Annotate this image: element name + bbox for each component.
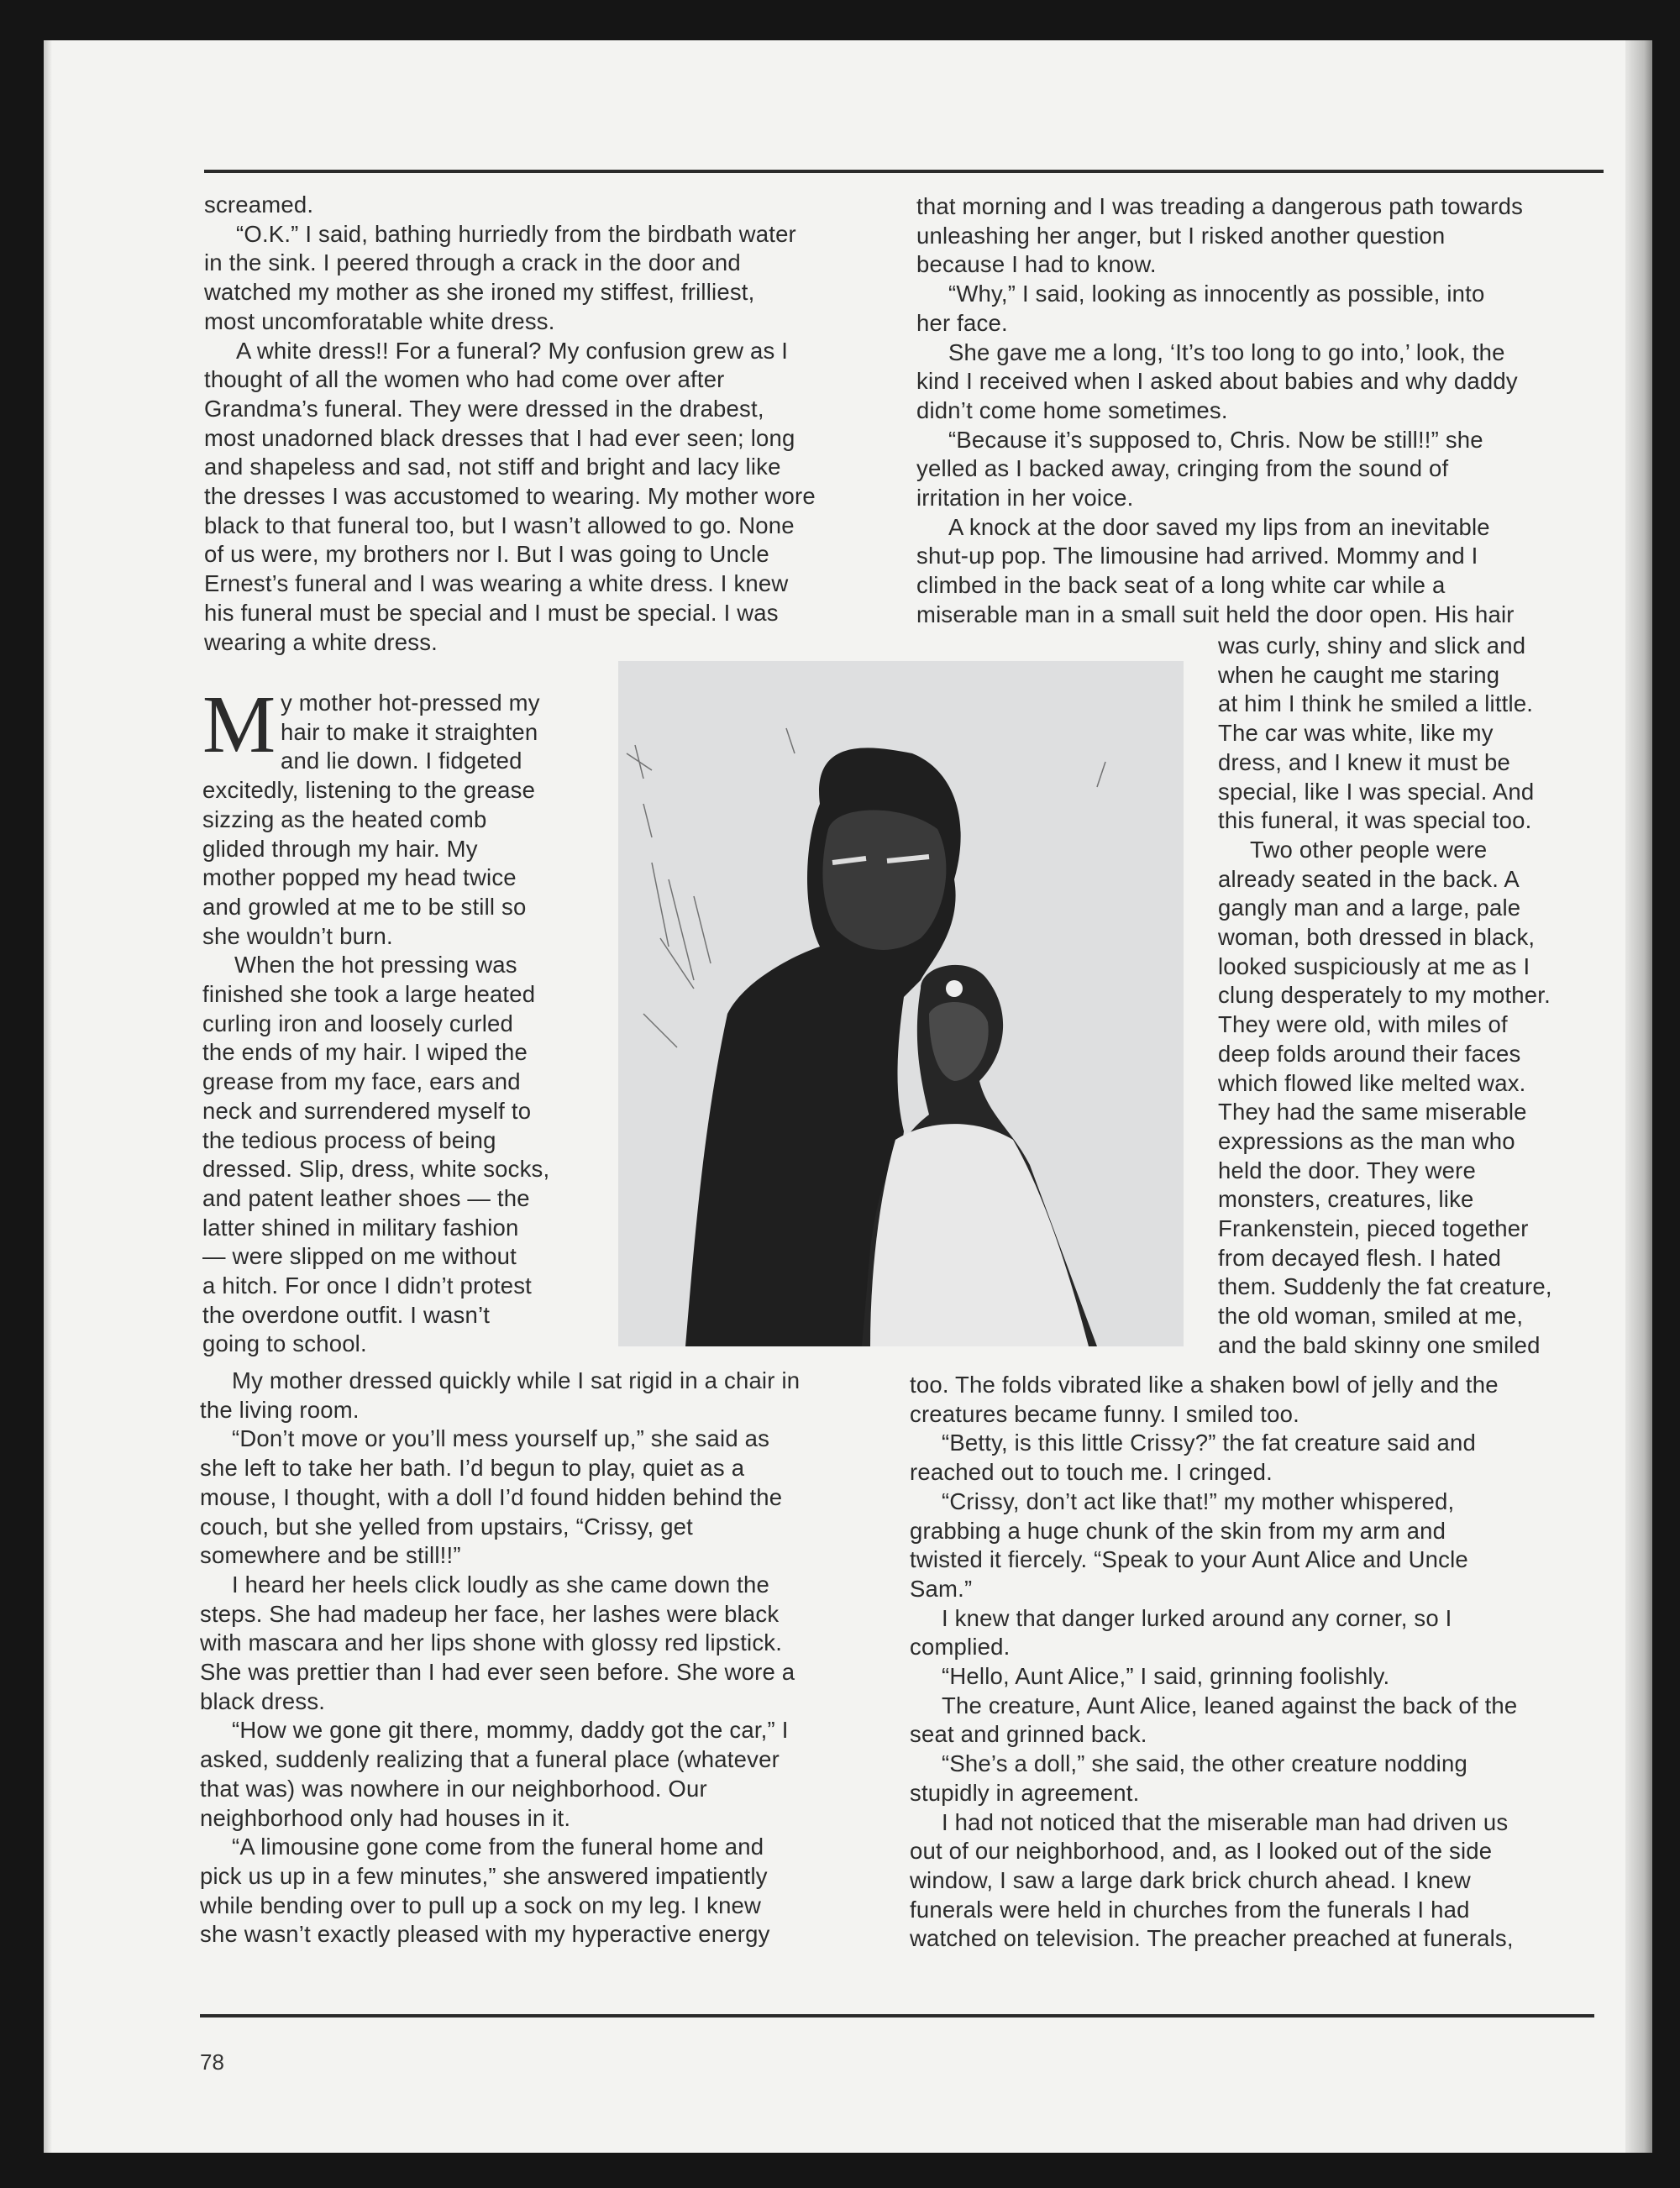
text-line-left-bottom: steps. She had madeup her face, her lashes were black [200, 1600, 780, 1627]
text-line-right-middle: gangly man and a large, pale [1218, 895, 1521, 921]
text-line-right-bottom: “She’s a doll,” she said, the other creature nodding [942, 1750, 1467, 1777]
text-line-right-bottom: creatures became funny. I smiled too. [910, 1400, 1299, 1427]
text-line-right-bottom: twisted it fiercely. “Speak to your Aunt Alice and Uncle [910, 1546, 1468, 1573]
text-line-left-top: A white dress!! For a funeral? My confusion grew as I [236, 337, 789, 364]
text-line-left-top: “O.K.” I said, bathing hurriedly from the birdbath water [236, 220, 796, 247]
text-line-right-bottom: I knew that danger lurked around any corner, so I [942, 1604, 1452, 1631]
text-line-left-bottom: asked, suddenly realizing that a funeral place (whatever [200, 1746, 780, 1773]
text-line-left-middle: y mother hot-pressed my [281, 690, 540, 716]
text-line-left-middle: and growled at me to be still so [202, 893, 527, 920]
text-line-right-middle: this funeral, it was special too. [1218, 807, 1532, 834]
text-line-right-top: irritation in her voice. [916, 485, 1134, 511]
text-line-left-middle: hair to make it straighten [281, 718, 538, 745]
drop-cap: M [202, 679, 276, 770]
text-line-right-top: her face. [916, 309, 1008, 336]
text-line-right-bottom: “Betty, is this little Crissy?” the fat creature said and [942, 1430, 1476, 1456]
text-line-left-top: in the sink. I peered through a crack in the door and [204, 249, 741, 276]
text-line-left-middle: latter shined in military fashion [202, 1214, 519, 1241]
text-line-left-top: the dresses I was accustomed to wearing. My mother wore [204, 483, 816, 509]
text-line-left-bottom: she wasn’t exactly pleased with my hyperactive energy [200, 1921, 770, 1948]
text-line-right-middle: was curly, shiny and slick and [1218, 632, 1526, 658]
text-line-left-bottom: She was prettier than I had ever seen before. She wore a [200, 1659, 795, 1685]
text-line-left-middle: When the hot pressing was [234, 952, 517, 979]
text-line-right-bottom: complied. [910, 1634, 1011, 1661]
text-line-left-bottom: while bending over to pull up a sock on my leg. I knew [200, 1892, 762, 1918]
text-line-left-bottom: couch, but she yelled from upstairs, “Crissy, get [200, 1513, 694, 1540]
text-line-left-bottom: somewhere and be still!!” [200, 1542, 461, 1569]
text-line-left-top: watched my mother as she ironed my stiffest, frilliest, [204, 279, 755, 306]
illustration-woman-and-girl [618, 661, 1184, 1346]
text-line-right-top: yelled as I backed away, cringing from the sound of [916, 455, 1449, 482]
text-line-right-top: miserable man in a small suit held the door open. His hair [916, 601, 1515, 627]
text-line-right-middle: deep folds around their faces [1218, 1040, 1521, 1067]
text-line-left-top: Grandma’s funeral. They were dressed in the drabest, [204, 395, 764, 422]
bottom-rule [200, 2014, 1594, 2017]
text-line-right-middle: dress, and I knew it must be [1218, 748, 1510, 775]
text-line-right-bottom: “Hello, Aunt Alice,” I said, grinning foolishly. [942, 1663, 1390, 1689]
text-line-left-bottom: I heard her heels click loudly as she came down the [232, 1571, 769, 1598]
text-line-right-middle: from decayed flesh. I hated [1218, 1244, 1502, 1271]
text-line-left-middle: glided through my hair. My [202, 835, 478, 862]
text-line-right-bottom: I had not noticed that the miserable man had driven us [942, 1808, 1509, 1835]
text-line-left-middle: and lie down. I fidgeted [281, 748, 522, 774]
text-line-right-bottom: grabbing a huge chunk of the skin from my arm and [910, 1517, 1446, 1544]
text-line-right-bottom: seat and grinned back. [910, 1721, 1147, 1748]
text-line-right-middle: woman, both dressed in black, [1218, 924, 1536, 950]
text-line-left-bottom: “A limousine gone come from the funeral home and [232, 1834, 764, 1860]
text-line-left-bottom: with mascara and her lips shone with glossy red lipstick. [200, 1629, 783, 1656]
text-line-right-middle: Frankenstein, pieced together [1218, 1215, 1529, 1241]
text-line-right-bottom: watched on television. The preacher preached at funerals, [910, 1925, 1514, 1952]
text-line-right-bottom: The creature, Aunt Alice, leaned against the back of the [942, 1692, 1518, 1718]
text-line-right-middle: when he caught me staring [1218, 661, 1500, 688]
text-line-left-middle: grease from my face, ears and [202, 1068, 521, 1095]
text-line-left-middle: sizzing as the heated comb [202, 805, 487, 832]
text-line-right-middle: They had the same miserable [1218, 1099, 1527, 1125]
text-line-left-bottom: black dress. [200, 1687, 326, 1714]
text-line-left-middle: mother popped my head twice [202, 864, 517, 891]
text-line-left-middle: curling iron and loosely curled [202, 1010, 514, 1036]
text-line-right-bottom: “Crissy, don’t act like that!” my mother whispered, [942, 1488, 1455, 1514]
text-line-right-top: She gave me a long, ‘It’s too long to go into,’ look, the [948, 338, 1505, 365]
text-line-left-bottom: mouse, I thought, with a doll I’d found hidden behind the [200, 1483, 783, 1510]
text-line-left-bottom: pick us up in a few minutes,” she answered impatiently [200, 1862, 768, 1889]
text-line-left-middle: finished she took a large heated [202, 981, 536, 1007]
text-line-right-middle: clung desperately to my mother. [1218, 982, 1551, 1009]
text-line-right-middle: The car was white, like my [1218, 720, 1494, 747]
text-line-left-middle: excitedly, listening to the grease [202, 777, 536, 804]
text-line-left-middle: going to school. [202, 1330, 367, 1357]
text-line-right-bottom: funerals were held in churches from the funerals I had [910, 1896, 1470, 1923]
text-line-right-middle: at him I think he smiled a little. [1218, 690, 1534, 717]
text-line-left-top: his funeral must be special and I must be special. I was [204, 599, 779, 626]
page-left-edge [44, 40, 52, 2153]
text-line-right-bottom: Sam.” [910, 1575, 973, 1602]
text-line-left-bottom: she left to take her bath. I’d begun to play, quiet as a [200, 1455, 745, 1482]
text-line-left-bottom: that was) was nowhere in our neighborhood. Our [200, 1775, 707, 1802]
text-line-left-middle: she wouldn’t burn. [202, 922, 393, 949]
text-line-left-bottom: “How we gone git there, mommy, daddy got the car,” I [232, 1717, 789, 1744]
text-line-right-top: didn’t come home sometimes. [916, 396, 1228, 423]
text-line-right-top: unleashing her anger, but I risked another question [916, 222, 1446, 249]
text-line-right-top: kind I received when I asked about babies and why daddy [916, 368, 1518, 395]
text-line-right-bottom: too. The folds vibrated like a shaken bowl of jelly and the [910, 1372, 1499, 1398]
text-line-right-middle: expressions as the man who [1218, 1127, 1515, 1154]
text-line-right-bottom: out of our neighborhood, and, as I looked out of the side [910, 1838, 1493, 1865]
text-line-left-top: of us were, my brothers nor I. But I was going to Uncle [204, 541, 769, 568]
text-line-right-middle: and the bald skinny one smiled [1218, 1331, 1541, 1358]
top-rule [204, 170, 1604, 173]
text-line-left-bottom: the living room. [200, 1396, 360, 1423]
text-line-left-middle: — were slipped on me without [202, 1243, 517, 1270]
text-line-right-middle: special, like I was special. And [1218, 778, 1535, 805]
text-line-right-top: that morning and I was treading a dangerous path towards [916, 193, 1524, 219]
text-line-right-middle: which flowed like melted wax. [1218, 1069, 1526, 1096]
text-line-left-bottom: neighborhood only had houses in it. [200, 1804, 571, 1831]
text-line-left-top: thought of all the women who had come over after [204, 366, 725, 393]
text-line-left-top: wearing a white dress. [204, 628, 438, 655]
text-line-right-top: climbed in the back seat of a long white car while a [916, 572, 1446, 599]
text-line-left-middle: and patent leather shoes — the [202, 1184, 530, 1211]
text-line-left-middle: a hitch. For once I didn’t protest [202, 1272, 533, 1299]
text-line-left-middle: the overdone outfit. I wasn’t [202, 1301, 491, 1328]
text-line-left-top: most uncomforatable white dress. [204, 307, 555, 334]
text-line-right-middle: monsters, creatures, like [1218, 1186, 1474, 1213]
page-curl-shadow [1625, 40, 1652, 2153]
text-line-left-middle: neck and surrendered myself to [202, 1097, 532, 1124]
text-line-right-bottom: stupidly in agreement. [910, 1779, 1140, 1806]
text-line-left-middle: the tedious process of being [202, 1126, 496, 1153]
text-line-left-top: and shapeless and sad, not stiff and bright and lacy like [204, 454, 781, 480]
text-line-right-top: “Why,” I said, looking as innocently as possible, into [948, 281, 1485, 307]
text-line-right-top: shut-up pop. The limousine had arrived. Mommy and I [916, 543, 1478, 569]
text-line-left-bottom: My mother dressed quickly while I sat rigid in a chair in [232, 1367, 801, 1393]
text-line-left-middle: the ends of my hair. I wiped the [202, 1039, 528, 1066]
text-line-left-top: most unadorned black dresses that I had ever seen; long [204, 424, 795, 451]
text-line-left-top: Ernest’s funeral and I was wearing a white dress. I knew [204, 570, 789, 597]
text-line-right-top: “Because it’s supposed to, Chris. Now be still!!” she [948, 426, 1483, 453]
text-line-right-middle: looked suspiciously at me as I [1218, 952, 1530, 979]
text-line-right-top: A knock at the door saved my lips from an inevitable [948, 513, 1490, 540]
text-line-right-middle: held the door. They were [1218, 1157, 1476, 1183]
text-line-left-top: black to that funeral too, but I wasn’t allowed to go. None [204, 512, 795, 538]
text-line-right-middle: the old woman, smiled at me, [1218, 1303, 1524, 1330]
etching-figures [618, 661, 1184, 1346]
text-line-right-bottom: reached out to touch me. I cringed. [910, 1459, 1273, 1486]
text-line-right-bottom: window, I saw a large dark brick church ahead. I knew [910, 1866, 1471, 1893]
text-line-right-middle: Two other people were [1250, 836, 1488, 863]
text-line-right-top: because I had to know. [916, 251, 1157, 278]
text-line-right-middle: them. Suddenly the fat creature, [1218, 1273, 1552, 1300]
text-line-left-top: screamed. [204, 192, 314, 218]
text-line-left-bottom: “Don’t move or you’ll mess yourself up,” she said as [232, 1425, 770, 1452]
text-line-right-middle: already seated in the back. A [1218, 865, 1520, 892]
page-number: 78 [200, 2049, 224, 2075]
text-line-left-middle: dressed. Slip, dress, white socks, [202, 1156, 550, 1183]
text-line-right-middle: They were old, with miles of [1218, 1011, 1508, 1038]
